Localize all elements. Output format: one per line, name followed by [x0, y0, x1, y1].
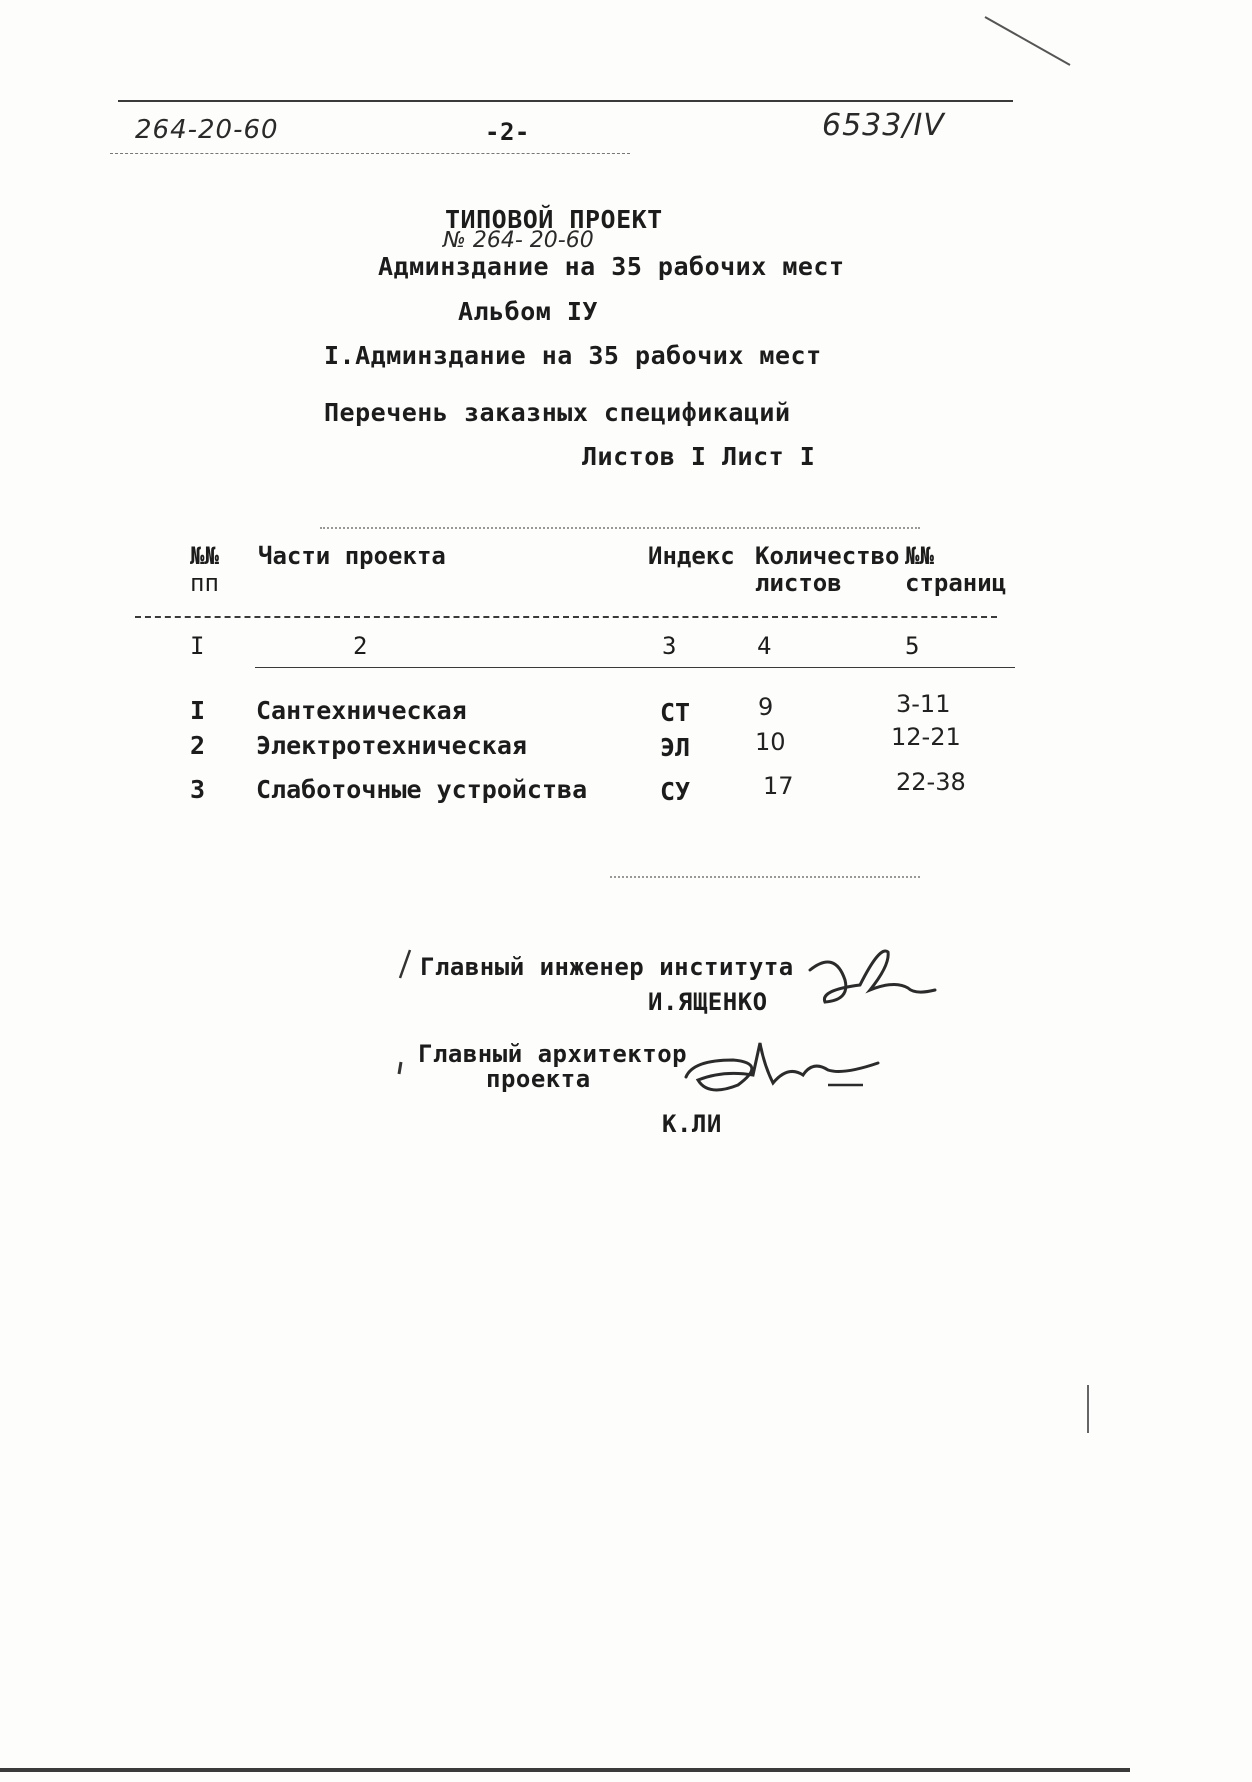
row3-pages: 22-38 [896, 768, 966, 796]
header-col-part: Части проекта [258, 542, 446, 570]
chief-architect-name: К.ЛИ [662, 1110, 722, 1138]
row1-sheets: 9 [758, 693, 774, 721]
colnum-1: I [190, 632, 205, 660]
corner-mark [985, 15, 1075, 70]
row3-no: 3 [190, 775, 206, 804]
row1-part: Сантехническая [256, 696, 467, 725]
table-bottom-rule [610, 876, 920, 878]
project-number: № 264- 20-60 [443, 228, 594, 253]
header-col-index: Индекс [648, 542, 735, 570]
header-col-number-line1: №№ [190, 542, 219, 570]
row3-sheets: 17 [763, 772, 794, 800]
edge-mark [1085, 1385, 1091, 1435]
chief-architect-title-line1: Главный архитектор [418, 1040, 688, 1068]
slash-mark [398, 950, 412, 980]
album-label: Альбом IУ [458, 297, 598, 326]
section-title: I.Админздание на 35 рабочих мест [324, 341, 822, 370]
page-number: -2- [485, 118, 530, 146]
bottom-border-line [0, 1768, 1130, 1772]
row2-part: Электротехническая [256, 731, 527, 760]
list-title: Перечень заказных спецификаций [324, 398, 791, 427]
top-border-line [118, 100, 1013, 102]
colnum-bottom-rule [255, 667, 1015, 668]
colnum-3: 3 [662, 632, 677, 660]
chief-architect-title-line2: проекта [486, 1065, 591, 1093]
header-col-pages-line1: №№ [905, 542, 934, 570]
row2-sheets: 10 [755, 728, 786, 756]
chief-engineer-signature [800, 940, 945, 1015]
header-col-number [190, 543, 219, 597]
header-col-number-line2: пп [190, 569, 219, 597]
header-bottom-rule [135, 616, 997, 618]
row2-index: ЭЛ [660, 733, 691, 762]
document-type: ТИПОВОЙ ПРОЕКТ [445, 205, 663, 234]
chief-architect-signature [678, 1035, 893, 1105]
comma-mark [397, 1062, 403, 1076]
header-underline [110, 153, 630, 154]
header-col-sheets-line2: листов [755, 569, 842, 597]
row1-pages: 3-11 [896, 690, 951, 718]
sheet-count: Листов I Лист I [582, 442, 816, 471]
header-col-pages-line2: страниц [905, 569, 1007, 597]
header-col-sheets-line1: Количество [755, 542, 900, 570]
table-top-rule [320, 527, 920, 529]
chief-engineer-name: И.ЯЩЕНКО [648, 988, 768, 1016]
header-col-sheets [755, 543, 900, 597]
row2-no: 2 [190, 731, 206, 760]
colnum-2: 2 [353, 632, 368, 660]
row3-index: СУ [660, 777, 691, 806]
chief-engineer-title: Главный инженер института [420, 953, 794, 981]
row3-part: Слаботочные устройства [256, 775, 588, 804]
project-title: Админздание на 35 рабочих мест [378, 252, 845, 281]
inventory-number: 6533/IV [822, 108, 945, 143]
row1-index: СТ [660, 698, 691, 727]
colnum-5: 5 [905, 632, 920, 660]
colnum-4: 4 [757, 632, 772, 660]
row1-no: I [190, 696, 206, 725]
header-col-pages [905, 543, 1006, 597]
doc-code: 264-20-60 [135, 115, 279, 145]
row2-pages: 12-21 [891, 723, 961, 751]
chief-architect-title [418, 1042, 687, 1092]
